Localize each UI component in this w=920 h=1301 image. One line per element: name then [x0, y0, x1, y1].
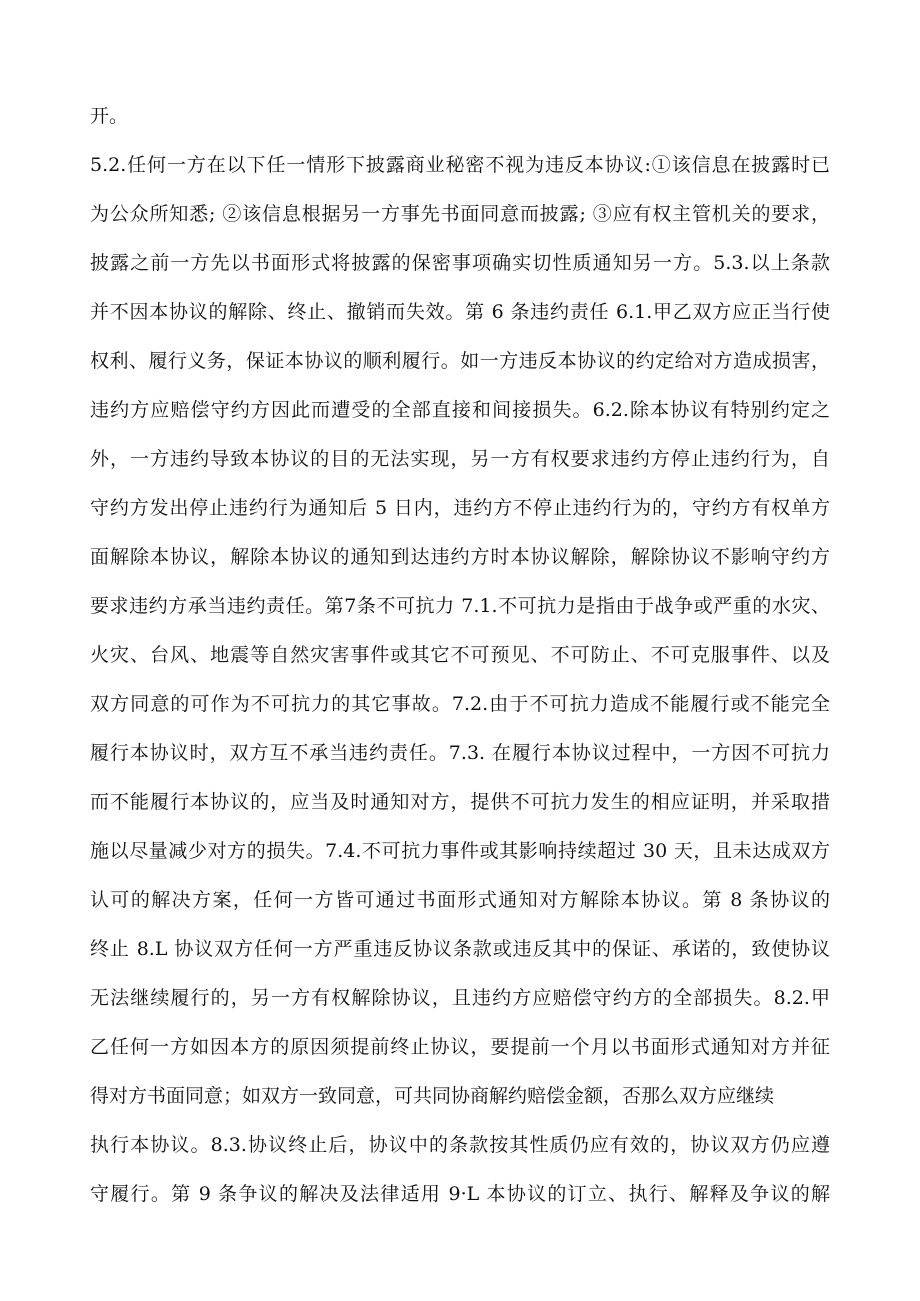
text-line: 无法继续履行的，另一方有权解除协议，且违约方应赔偿守约方的全部损失。8.2.甲 [90, 987, 830, 1009]
text-line: 履行本协议时，双方互不承当违约责任。7.3. 在履行本协议过程中，一方因不可抗力 [90, 742, 830, 764]
text-line: 要求违约方承当违约责任。第7条不可抗力 7.1.不可抗力是指由于战争或严重的水灾、 [90, 595, 830, 617]
text-line: 终止 8.L 协议双方任何一方严重违反协议条款或违反其中的保证、承诺的，致使协议 [90, 938, 830, 960]
text-line: 执行本协议。8.3.协议终止后，协议中的条款按其性质仍应有效的，协议双方仍应遵 [90, 1134, 830, 1156]
text-line: 5.2.任何一方在以下任一情形下披露商业秘密不视为违反本协议:①该信息在披露时已 [90, 154, 830, 176]
text-line: 权利、履行义务，保证本协议的顺利履行。如一方违反本协议的约定给对方造成损害， [90, 350, 830, 372]
text-line: 得对方书面同意；如双方一致同意，可共同协商解约赔偿金额，否那么双方应继续 [90, 1085, 775, 1107]
text-line: 乙任何一方如因本方的原因须提前终止协议，要提前一个月以书面形式通知对方并征 [90, 1036, 830, 1058]
text-line: 火灾、台风、地震等自然灾害事件或其它不可预见、不可防止、不可克服事件、以及 [90, 644, 830, 666]
text-line: 而不能履行本协议的，应当及时通知对方，提供不可抗力发生的相应证明，并采取措 [90, 791, 830, 813]
text-line: 为公众所知悉; ②该信息根据另一方事先书面同意而披露; ③应有权主管机关的要求， [90, 203, 830, 225]
text-line: 违约方应赔偿守约方因此而遭受的全部直接和间接损失。6.2.除本协议有特别约定之 [90, 399, 830, 421]
text-line: 外，一方违约导致本协议的目的无法实现，另一方有权要求违约方停止违约行为，自 [90, 448, 830, 470]
text-line: 并不因本协议的解除、终止、撤销而失效。第 6 条违约责任 6.1.甲乙双方应正当行使 [90, 301, 830, 323]
text-line: 双方同意的可作为不可抗力的其它事故。7.2.由于不可抗力造成不能履行或不能完全 [90, 693, 830, 715]
text-line: 认可的解决方案，任何一方皆可通过书面形式通知对方解除本协议。第 8 条协议的 [90, 889, 830, 911]
text-line: 守履行。第 9 条争议的解决及法律适用 9·L 本协议的订立、执行、解释及争议的解 [90, 1183, 830, 1205]
text-line: 施以尽量减少对方的损失。7.4.不可抗力事件或其影响持续超过 30 天，且未达成双方 [90, 840, 830, 862]
text-line: 披露之前一方先以书面形式将披露的保密事项确实切性质通知另一方。5.3.以上条款 [90, 252, 830, 274]
text-line: 守约方发出停止违约行为通知后 5 日内，违约方不停止违约行为的，守约方有权单方 [90, 497, 830, 519]
text-line: 面解除本协议，解除本协议的通知到达违约方时本协议解除，解除协议不影响守约方 [90, 546, 830, 568]
text-line: 开。 [90, 105, 129, 127]
